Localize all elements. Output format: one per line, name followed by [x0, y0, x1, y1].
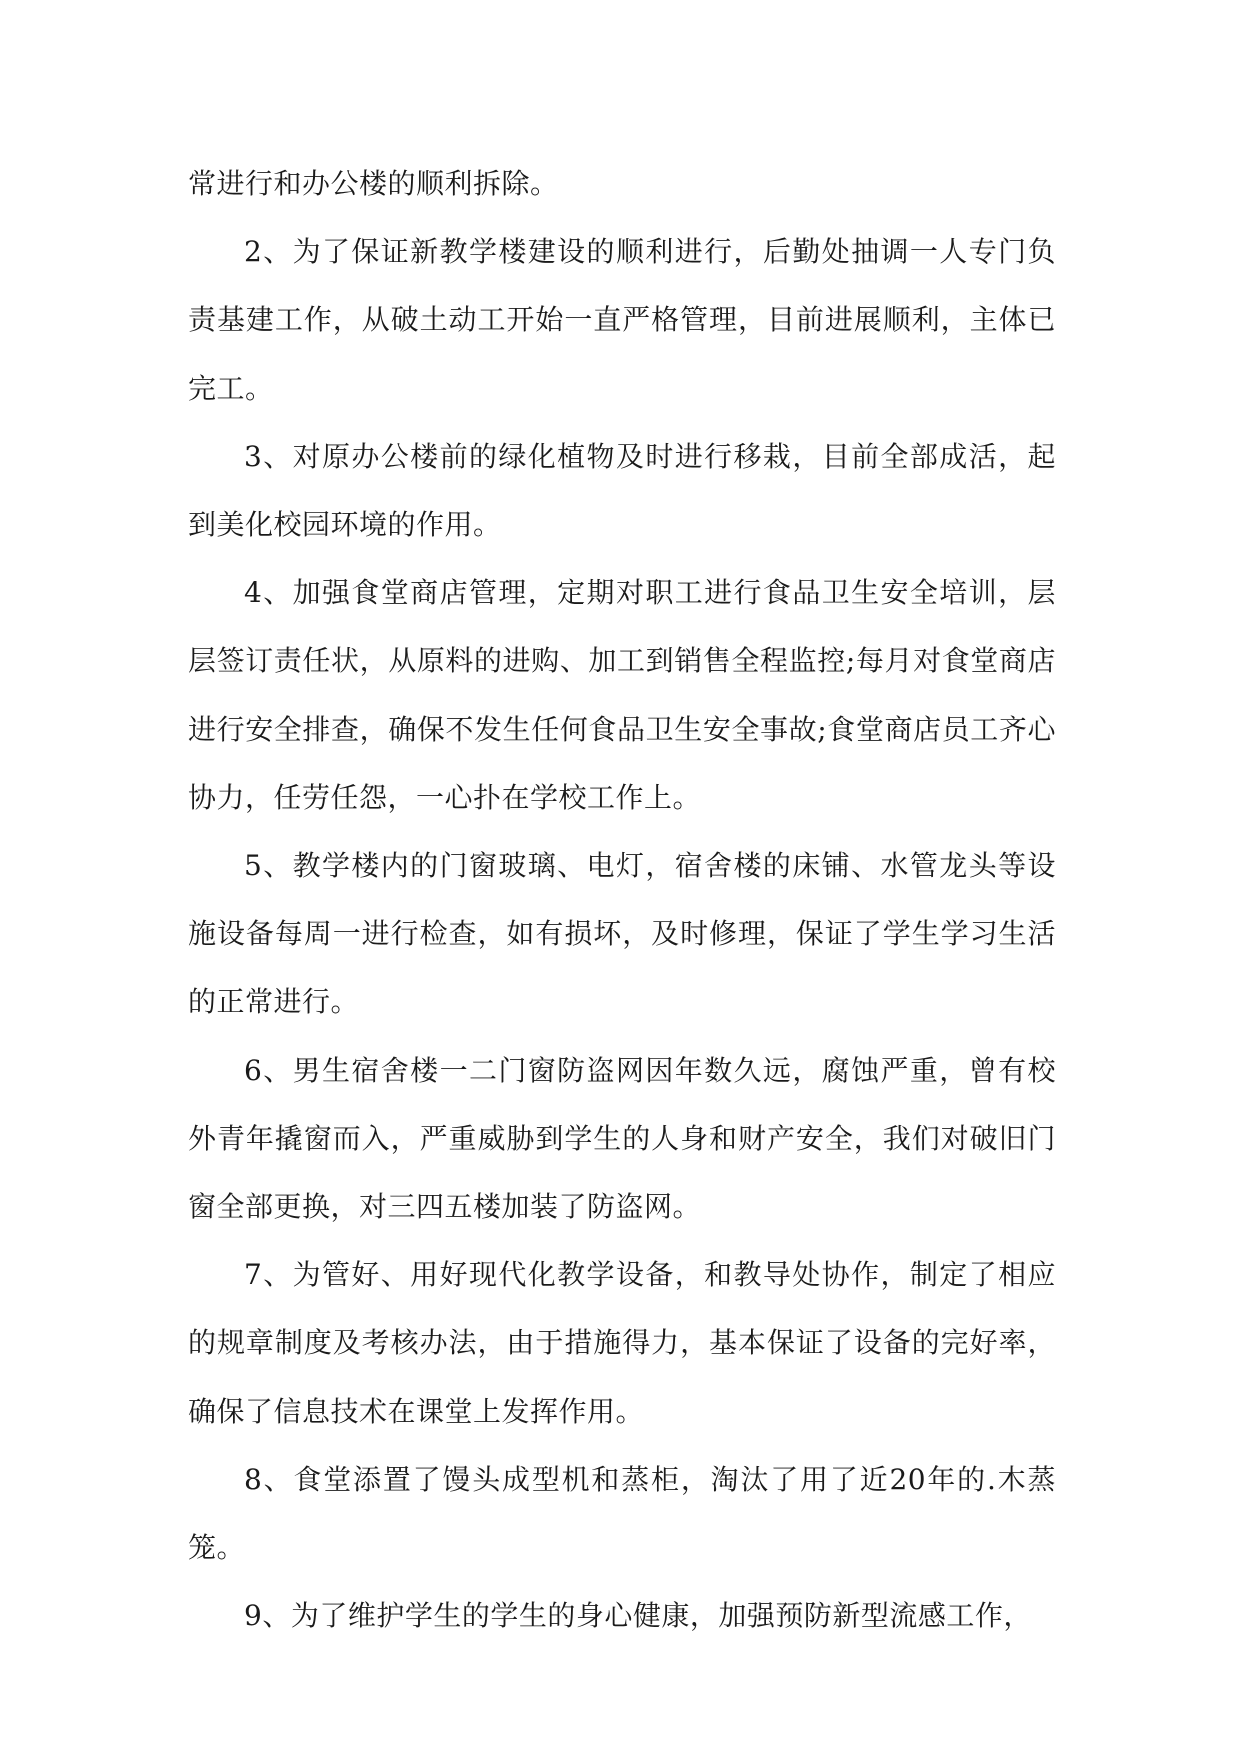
paragraph-item-5: 5、教学楼内的门窗玻璃、电灯，宿舍楼的床铺、水管龙头等设施设备每周一进行检查，如有损坏，及时修理，保证了学生学习生活的正常进行。 [188, 849, 1056, 1019]
paragraph-item-9: 9、为了维护学生的学生的身心健康，加强预防新型流感工作， [244, 1599, 1032, 1633]
paragraph-item-3: 3、对原办公楼前的绿化植物及时进行移栽，目前全部成活，起到美化校园环境的作用。 [188, 439, 1056, 542]
paragraph-item-2: 2、为了保证新教学楼建设的顺利进行，后勤处抽调一人专门负责基建工作，从破土动工开始一直严格管理，目前进展顺利，主体已完工。 [188, 235, 1056, 405]
paragraph-item-4: 4、加强食堂商店管理，定期对职工进行食品卫生安全培训，层层签订责任状，从原料的进购、加工到销售全程监控;每月对食堂商店进行安全排查，确保不发生任何食品卫生安全事故;食堂商店员工齐心协力，任劳任怨，一心扑在学校工作上。 [188, 576, 1056, 814]
paragraph-item-7: 7、为管好、用好现代化教学设备，和教导处协作，制定了相应的规章制度及考核办法，由于措施得力，基本保证了设备的完好率，确保了信息技术在课堂上发挥作用。 [188, 1258, 1056, 1428]
document-body [188, 150, 1056, 1650]
paragraph-continuation: 常进行和办公楼的顺利拆除。 [188, 167, 559, 200]
paragraph-item-8: 8、食堂添置了馒头成型机和蒸柜，淘汰了用了近20年的.木蒸笼。 [188, 1462, 1056, 1565]
paragraph-item-6: 6、男生宿舍楼一二门窗防盗网因年数久远，腐蚀严重，曾有校外青年撬窗而入，严重威胁到学生的人身和财产安全，我们对破旧门窗全部更换，对三四五楼加装了防盗网。 [188, 1053, 1056, 1224]
